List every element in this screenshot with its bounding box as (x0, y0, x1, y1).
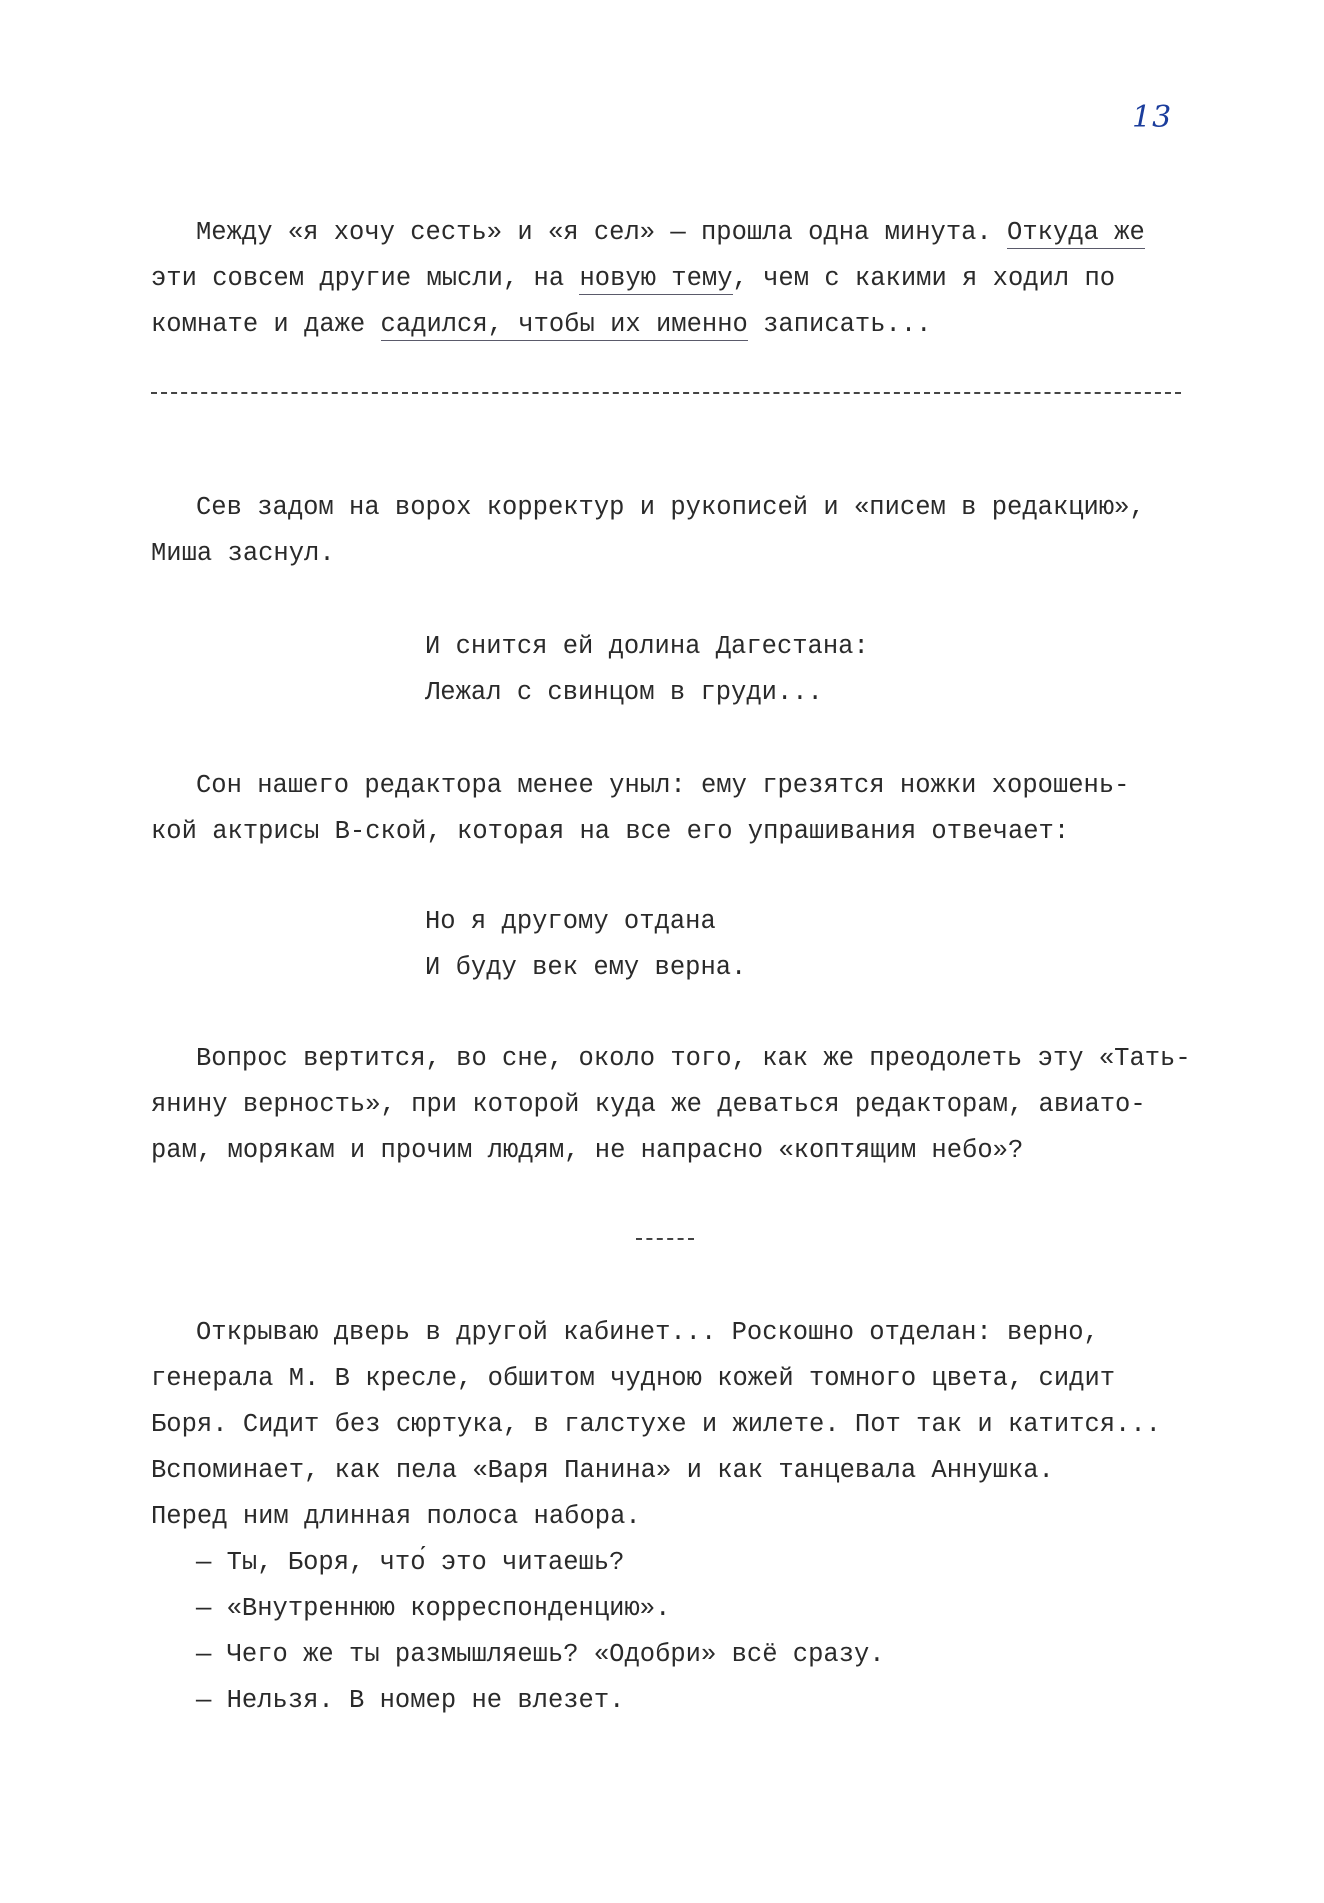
paragraph-4-line-3: рам, морякам и прочим людям, не напрасно «коптящим небо»? (151, 1136, 1024, 1165)
paragraph-3-line-2: кой актрисы В-ской, которая на все его упрашивания отвечает: (151, 817, 1070, 846)
paragraph-1-line-2: эти совсем другие мысли, на новую тему, чем с какими я ходил по (151, 264, 1116, 293)
dialogue-line: — «Внутреннюю корреспонденцию». (196, 1594, 671, 1623)
paragraph-1-line-3: комнате и даже садился, чтобы их именно записать... (151, 310, 932, 339)
paragraph-3 (151, 763, 1181, 855)
paragraph-5-line-2: генерала М. В кресле, обшитом чудною кожей томного цвета, сидит (151, 1364, 1116, 1393)
verse-2 (425, 898, 1185, 990)
paragraph-4-line-1: Вопрос вертится, во сне, около того, как же преодолеть эту «Тать- (196, 1044, 1191, 1073)
paragraph-1-line-1: Между «я хочу сесть» и «я сел» — прошла одна минута. Откуда же (196, 218, 1145, 247)
paragraph-3-line-1: Сон нашего редактора менее уныл: ему грезятся ножки хорошень- (196, 771, 1130, 800)
paragraph-4-line-2: янину верность», при которой куда же деваться редакторам, авиато- (151, 1090, 1146, 1119)
verse-1-line-2: Лежал с свинцом в груди... (425, 678, 823, 707)
section-divider-dashes (151, 392, 1181, 394)
dialogue-line: — Ты, Боря, что́ это читаешь? (196, 1548, 625, 1577)
paragraph-2 (151, 485, 1181, 577)
verse-1 (425, 623, 1185, 715)
underlined-phrase: садился, чтобы их именно (380, 310, 748, 339)
verse-2-line-1: Но я другому отдана (425, 907, 716, 936)
verse-1-line-1: И снится ей долина Дагестана: (425, 632, 869, 661)
paragraph-5 (151, 1310, 1181, 1724)
paragraph-1 (151, 210, 1181, 348)
verse-2-line-2: И буду век ему верна. (425, 953, 747, 982)
page-number: 13 (1132, 100, 1173, 135)
paragraph-2-line-2: Миша заснул. (151, 539, 335, 568)
paragraph-4 (151, 1036, 1191, 1174)
paragraph-5-line-3: Боря. Сидит без сюртука, в галстухе и жилете. Пот так и катится... (151, 1410, 1161, 1439)
underlined-phrase: Откуда же (1007, 218, 1145, 247)
paragraph-5-line-1: Открываю дверь в другой кабинет... Роскошно отделан: верно, (196, 1318, 1099, 1347)
dialogue-line: — Нельзя. В номер не влезет. (196, 1686, 625, 1715)
paragraph-5-line-4: Вспоминает, как пела «Варя Панина» и как танцевала Аннушка. (151, 1456, 1054, 1485)
paragraph-2-line-1: Сев задом на ворох корректур и рукописей и «писем в редакцию», (196, 493, 1145, 522)
paragraph-5-line-5: Перед ним длинная полоса набора. (151, 1502, 641, 1531)
scene-break-dashes (636, 1238, 694, 1240)
dialogue-line: — Чего же ты размышляешь? «Одобри» всё сразу. (196, 1640, 885, 1669)
underlined-phrase: новую тему (579, 264, 733, 293)
